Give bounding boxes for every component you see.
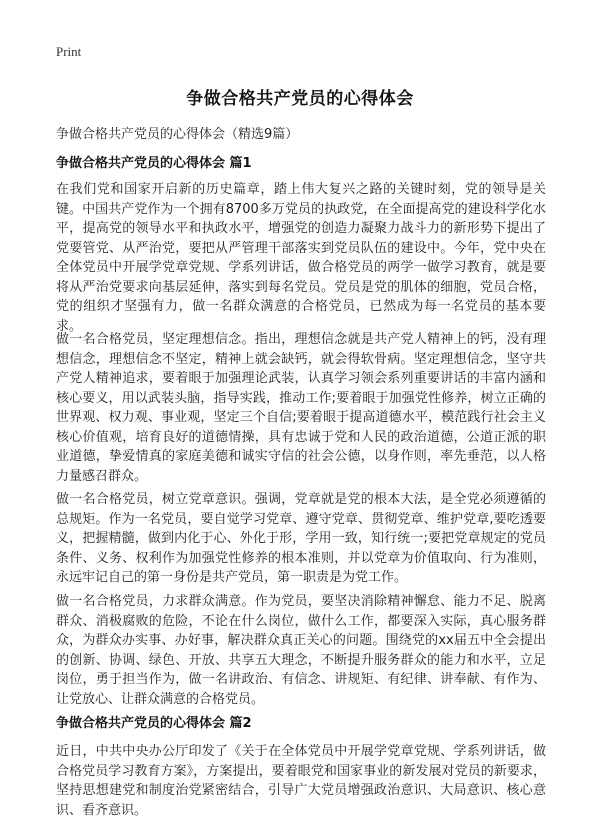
print-label: Print [56,44,82,59]
section-1-paragraph-1: 在我们党和国家开启新的历史篇章，踏上伟大复兴之路的关键时刻，党的领导是关键。中国共产党作为一个拥有8700多万党员的执政党，在全面提高党的建设科学化水平，提高党的领导水平和执政水平，增强党的创造力凝聚力战斗力的新形势下提出了党要管党、从严治党，要把从严管理干部落实到党员队伍的建设中。今年，党中央在全体党员中开展学党章党规、学系列讲话，做合格党员的两学一做学习教育，就是要将从严治党要求向基层延伸，落实到每名党员。党员是党的肌体的细胞，党员合格，党的组织才坚强有力，做一名群众满意的合格党员，已然成为每一名党员的基本要求。 [56,182,546,334]
section-heading-1: 争做合格共产党员的心得体会 篇1 [56,156,252,171]
section-1-paragraph-4: 做一名合格党员，力求群众满意。作为党员，要坚决消除精神懈怠、能力不足、脱离群众、消极腐败的危险，不论在什么岗位，做什么工作，都要深入实际，真心服务群众，为群众办实事、办好事，解决群众真正关心的问题。围绕党的xx届五中全会提出的创新、协调、绿色、开放、共享五大理念，不断提升服务群众的能力和水平，立足岗位，勇于担当作为，做一名讲政治、有信念、讲规矩、有纪律、讲奉献、有作为、让党放心、让群众满意的合格党员。 [56,594,546,707]
document-subtitle: 争做合格共产党员的心得体会（精选9篇） [56,127,299,142]
section-1-paragraph-2: 做一名合格党员，坚定理想信念。指出，理想信念就是共产党人精神上的钙，没有理想信念，理想信念不坚定，精神上就会缺钙，就会得软骨病。坚定理想信念，坚守共产党人精神追求，要着眼于加强理论武装，认真学习领会系列重要讲话的丰富内涵和核心要义，用以武装头脑，指导实践，推动工作;要着眼于加强党性修养，树立正确的世界观、权力观、事业观，坚定三个自信;要着眼于提高道德水平，模范践行社会主义核心价值观，培育良好的道德情操，具有忠诚于党和人民的政治道德，公道正派的职业道德，挚爱情真的家庭美德和诚实守信的社会公德，以身作则，率先垂范，以人格力量感召群众。 [56,332,546,484]
section-2-paragraph-1: 近日，中共中央办公厅印发了《关于在全体党员中开展学党章党规、学系列讲话，做合格党员学习教育方案》，方案提出，要着眼党和国家事业的新发展对党员的新要求，坚持思想建党和制度治党紧密结合，引导广大党员增强政治意识、大局意识、核心意识、看齐意识。 [56,744,546,818]
section-heading-2: 争做合格共产党员的心得体会 篇2 [56,716,252,731]
document-title: 争做合格共产党员的心得体会 [186,89,414,109]
section-1-paragraph-3: 做一名合格党员，树立党章意识。强调，党章就是党的根本大法，是全党必须遵循的总规矩。作为一名党员，要自觉学习党章、遵守党章、贯彻党章、维护党章,要吃透要义，把握精髓，做到内化于心、外化于形，学用一致，知行统一;要把党章规定的党员条件、义务、权利作为加强党性修养的根本准则，并以党章为价值取向、行为准则，永远牢记自己的第一身份是共产党员，第一职责是为党工作。 [56,492,546,585]
